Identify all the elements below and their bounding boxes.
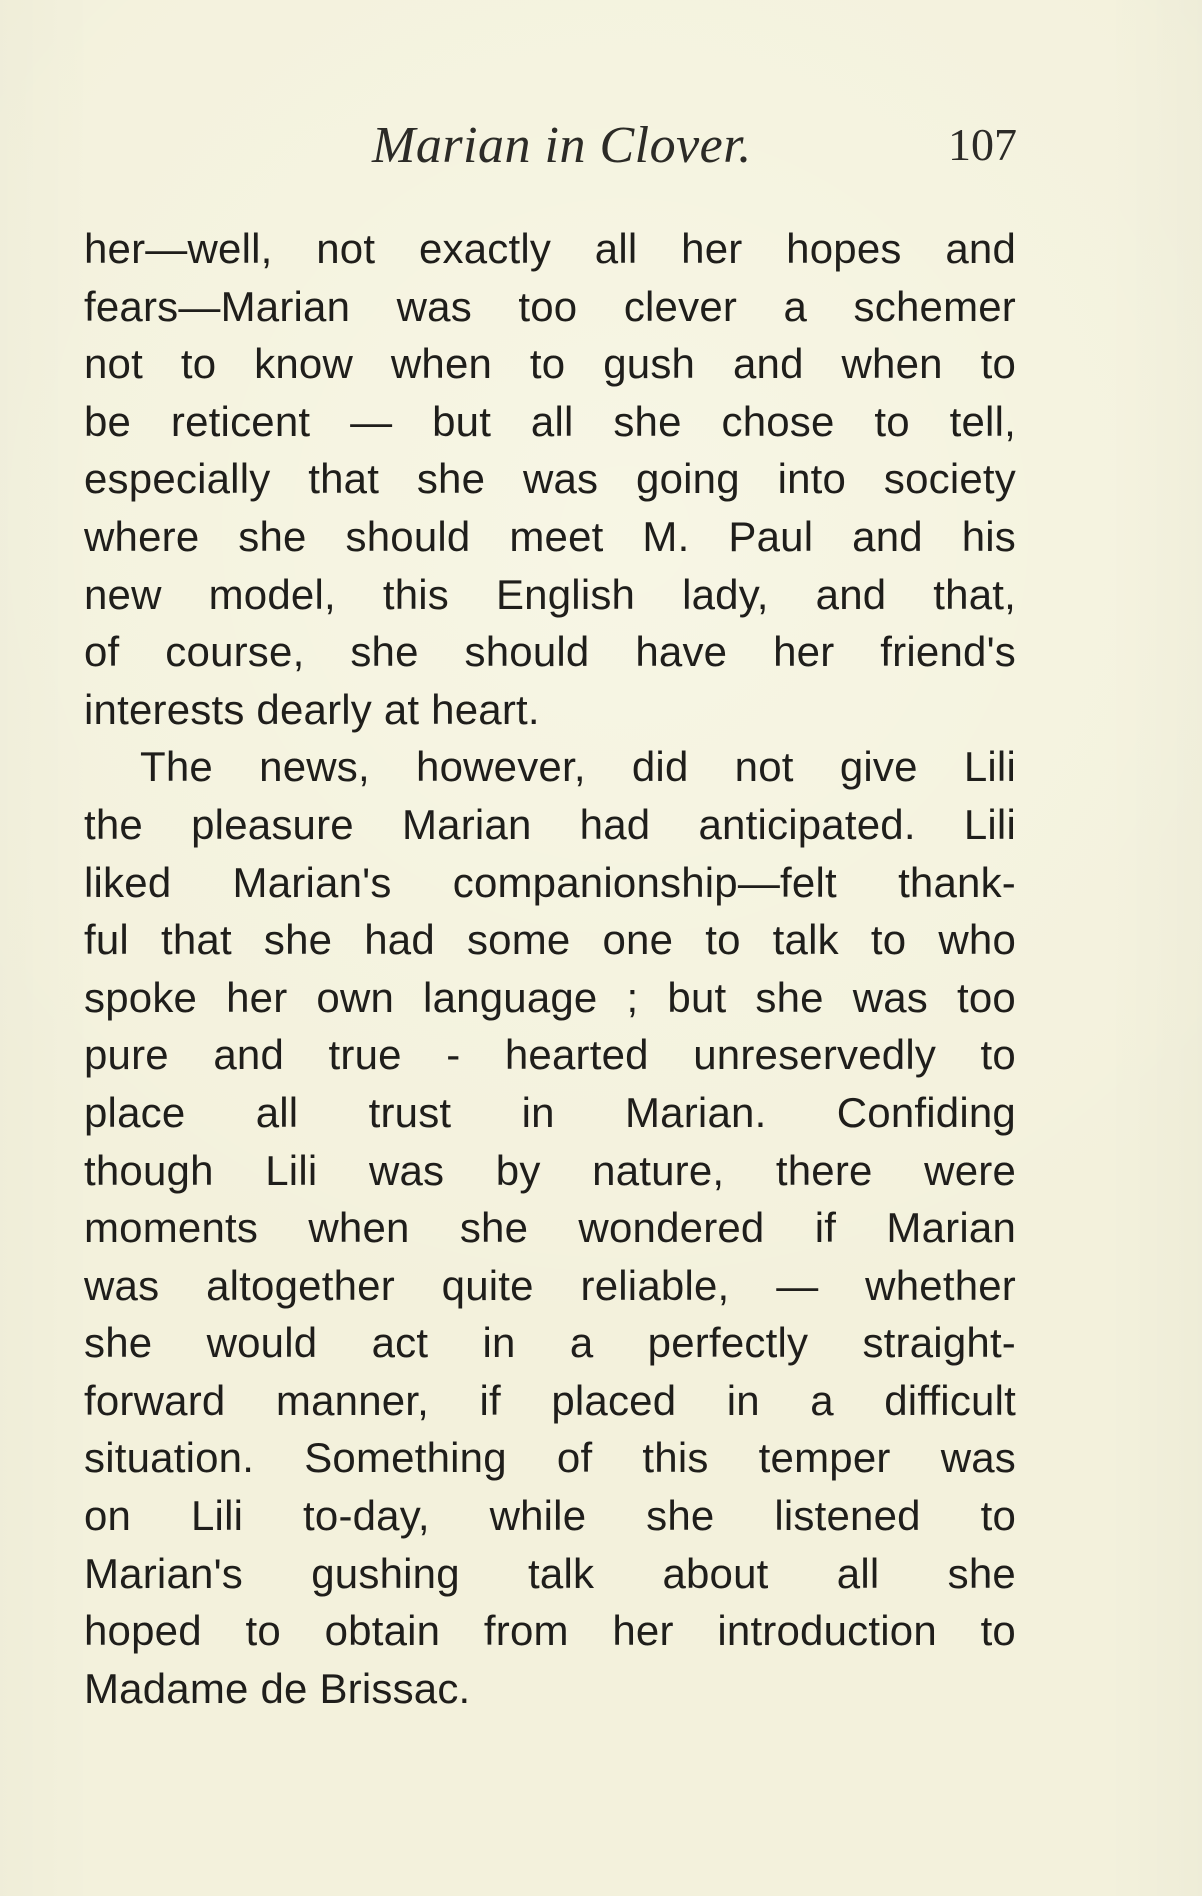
running-title: Marian in Clover.: [372, 117, 752, 174]
text-line: liked Marian's companionship—felt thank-: [84, 858, 1016, 906]
text-line: Madame de Brissac.: [84, 1664, 471, 1712]
text-line: moments when she wondered if Marian: [84, 1204, 1016, 1252]
text-line: situation. Something of this temper was: [84, 1434, 1016, 1482]
text-line: she would act in a perfectly straight-: [84, 1319, 1016, 1367]
page-number: 107: [948, 119, 1017, 170]
text-line: especially that she was going into society: [84, 455, 1016, 503]
text-line: forward manner, if placed in a difficult: [84, 1376, 1016, 1424]
text-line: though Lili was by nature, there were: [84, 1146, 1016, 1194]
text-line: new model, this English lady, and that,: [84, 570, 1016, 618]
body-text: [84, 220, 1016, 1717]
text-line: of course, she should have her friend's: [84, 628, 1016, 676]
text-line: was altogether quite reliable, — whether: [84, 1261, 1016, 1309]
text-line: her—well, not exactly all her hopes and: [84, 225, 1016, 272]
text-line: spoke her own language ; but she was too: [84, 973, 1016, 1021]
text-line: not to know when to gush and when to: [84, 340, 1016, 388]
text-line: be reticent — but all she chose to tell,: [84, 397, 1016, 445]
text-line: fears—Marian was too clever a schemer: [84, 282, 1016, 330]
running-head: [372, 116, 1017, 180]
text-line: Marian's gushing talk about all she: [84, 1549, 1016, 1597]
text-line: The news, however, did not give Lili: [140, 743, 1016, 791]
text-line: on Lili to-day, while she listened to: [84, 1492, 1016, 1540]
text-line: interests dearly at heart.: [84, 685, 540, 733]
text-line: hoped to obtain from her introduction to: [84, 1607, 1016, 1655]
text-line: pure and true - hearted unreservedly to: [84, 1031, 1016, 1079]
text-line: the pleasure Marian had anticipated. Lili: [84, 800, 1016, 848]
text-line: where she should meet M. Paul and his: [84, 512, 1016, 560]
text-line: place all trust in Marian. Confiding: [84, 1088, 1016, 1136]
text-line: ful that she had some one to talk to who: [84, 916, 1016, 964]
